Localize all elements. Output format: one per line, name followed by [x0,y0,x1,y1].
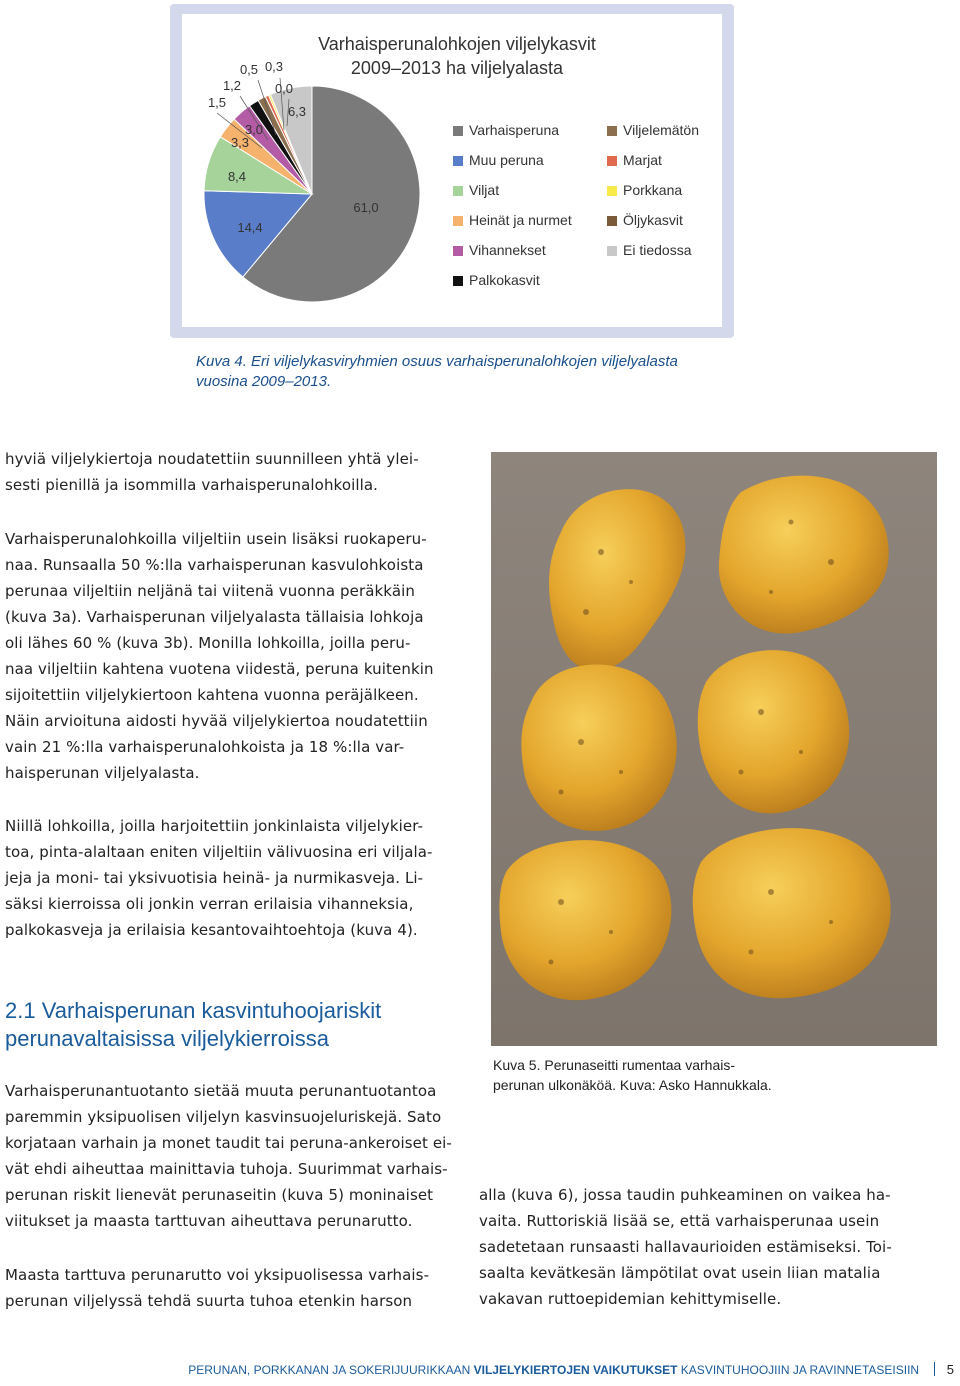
pie-data-label: 8,4 [227,169,247,184]
legend-item [607,211,699,229]
legend-swatch [607,186,617,196]
legend-swatch [453,246,463,256]
legend-item [607,151,699,169]
text-line: alla (kuva 6), jossa taudin puhkeaminen on vaikea ha- [479,1186,891,1204]
text-line: viitukset ja maasta tarttuvan aiheuttava perunarutto. [5,1212,413,1230]
legend-swatch [453,186,463,196]
legend-label: Viljat [469,182,500,198]
pie-data-label: 0,0 [274,81,294,96]
text-line: Varhaisperunalohkoilla viljeltiin usein lisäksi ruokaperu- [5,530,427,548]
chart-title-line1: Varhaisperunalohkojen viljelykasvit [318,34,596,54]
legend-swatch [607,216,617,226]
legend-item [453,151,572,169]
text-line: perunan riskit lienevät perunaseitin (kuva 5) moninaiset [5,1186,434,1204]
pie-data-label: 0,5 [239,62,259,77]
legend-label: Porkkana [623,182,683,198]
left-para-1 [5,446,455,498]
text-line: vakavan ruttoepidemian kehittymiselle. [479,1290,782,1308]
right-para-1 [479,1182,939,1312]
text-line: Niillä lohkoilla, joilla harjoitettiin jonkinlaista viljelykier- [5,817,424,835]
pie-data-label: 6,3 [287,104,307,119]
legend-item [453,271,572,289]
legend-label: Varhaisperuna [469,122,560,138]
text-line: vät ehdi aiheuttaa mainittavia tuhoja. Suurimmat varhais- [5,1160,448,1178]
potato-3 [521,665,676,831]
legend-item [453,181,572,199]
legend-label: Heinät ja nurmet [469,212,572,228]
legend-label: Vihannekset [469,242,546,258]
text-line: naa. Runsaalla 50 %:lla varhaisperunan kasvulohkoista [5,556,424,574]
text-line: hyviä viljelykiertoja noudatettiin suunnilleen yhtä ylei- [5,450,419,468]
legend-item [453,211,572,229]
text-line: säksi kierroissa oli jonkin verran erilaisia vihanneksia, [5,895,414,913]
legend-swatch [607,156,617,166]
text-line: Maasta tarttuva perunarutto voi yksipuolisessa varhais- [5,1266,430,1284]
pie-data-label: 0,3 [264,59,284,74]
legend-label: Marjat [623,152,662,168]
text-line: Varhaisperunantuotanto sietää muuta perunantuotantoa [5,1082,437,1100]
legend-right-column [607,121,699,271]
footer-text-bold: VILJELYKIERTOJEN VAIKUTUKSET [473,1363,678,1377]
potato-photo [491,452,937,1046]
text-line: naa viljeltiin kahtena vuotena viidestä, peruna kuitenkin [5,660,434,678]
chart-title-line2: 2009–2013 ha viljelyalasta [350,58,564,78]
text-line: saalta kevätkesän lämpötilat ovat usein liian matalia [479,1264,881,1282]
heading-line-1: 2.1 Varhaisperunan kasvintuhoojariskit [5,998,382,1023]
pie-data-label: 1,2 [222,78,242,93]
section-heading [5,997,455,1053]
text-line: Näin arvioituna aidosti hyvää viljelykiertoa noudatettiin [5,712,428,730]
legend-item [453,121,572,139]
pie-data-label: 3,0 [244,122,264,137]
page-footer [0,1362,960,1382]
footer-text-1: PERUNAN, PORKKANAN JA SOKERIJUURIKKAAN [188,1363,474,1377]
footer-divider [934,1362,935,1376]
left-para-5 [5,1262,455,1314]
text-line: palkokasveja ja erilaisia kesantovaihtoehtoja (kuva 4). [5,921,418,939]
legend-label: Viljelemätön [623,122,700,138]
text-line: perunaa viljeltiin neljänä tai viitenä vuonna peräkkäin [5,582,415,600]
legend-label: Öljykasvit [623,212,683,228]
photo-caption-line-1: Kuva 5. Perunaseitti rumentaa varhais- [493,1057,736,1073]
footer-text-2: KASVINTUHOOJIIN JA RAVINNETASEISIIN [677,1363,920,1377]
legend-swatch [453,276,463,286]
text-line: jeja ja moni- tai yksivuotisia heinä- ja nurmikasveja. Li- [5,869,424,887]
legend-label: Muu peruna [469,152,544,168]
legend-label: Ei tiedossa [623,242,692,258]
pie-data-label: 14,4 [237,220,263,235]
text-line: sesti pienillä ja isommilla varhaisperunalohkoilla. [5,476,379,494]
photo-caption-line-2: perunan ulkonäköä. Kuva: Asko Hannukkala. [493,1077,772,1093]
text-line: toa, pinta-alaltaan eniten viljeltiin välivuosina eri viljala- [5,843,433,861]
legend-swatch [607,246,617,256]
text-line: oli lähes 60 % (kuva 3b). Monilla lohkoilla, joilla peru- [5,634,411,652]
pie-data-label: 3,3 [230,135,250,150]
text-line: paremmin yksipuolisen viljelyn kasvinsuojeluriskejä. Sato [5,1108,442,1126]
legend-item [607,121,699,139]
legend-swatch [453,216,463,226]
legend-left-column [453,121,572,301]
pie-data-label: 61,0 [353,200,379,215]
figure-caption [196,352,678,392]
caption-line-1: Kuva 4. Eri viljelykasviryhmien osuus varhaisperunalohkojen viljelyalasta [196,353,678,370]
legend-item [607,241,699,259]
potato-4 [698,650,849,813]
legend-item [607,181,699,199]
text-line: sijoitettiin viljelykiertoon kahtena vuonna peräjälkeen. [5,686,419,704]
pie-data-label: 1,5 [207,95,227,110]
text-line: perunan viljelyssä tehdä suurta tuhoa etenkin harson [5,1292,413,1310]
text-line: vain 21 %:lla varhaisperunalohkoista ja 18 %:lla var- [5,738,405,756]
legend-swatch [453,126,463,136]
legend-swatch [453,156,463,166]
text-line: (kuva 3a). Varhaisperunan viljelyalasta tällaisia lohkoja [5,608,424,626]
page-number: 5 [946,1362,954,1377]
legend-swatch [607,126,617,136]
legend-label: Palkokasvit [469,272,540,288]
text-line: haisperunan viljelyalasta. [5,764,200,782]
photo-caption [493,1055,913,1095]
text-line: vaita. Ruttoriskiä lisää se, että varhaisperunaa usein [479,1212,880,1230]
left-para-2 [5,526,455,786]
caption-line-2: vuosina 2009–2013. [196,373,332,390]
text-line: korjataan varhain ja monet taudit tai peruna-ankeroiset ei- [5,1134,452,1152]
text-line: sadetetaan runsaasti hallavaurioiden estämiseksi. Toi- [479,1238,892,1256]
legend-item [453,241,572,259]
heading-line-2: perunavaltaisissa viljelykierroissa [5,1026,330,1051]
left-para-4 [5,1078,455,1234]
left-para-3 [5,813,455,943]
